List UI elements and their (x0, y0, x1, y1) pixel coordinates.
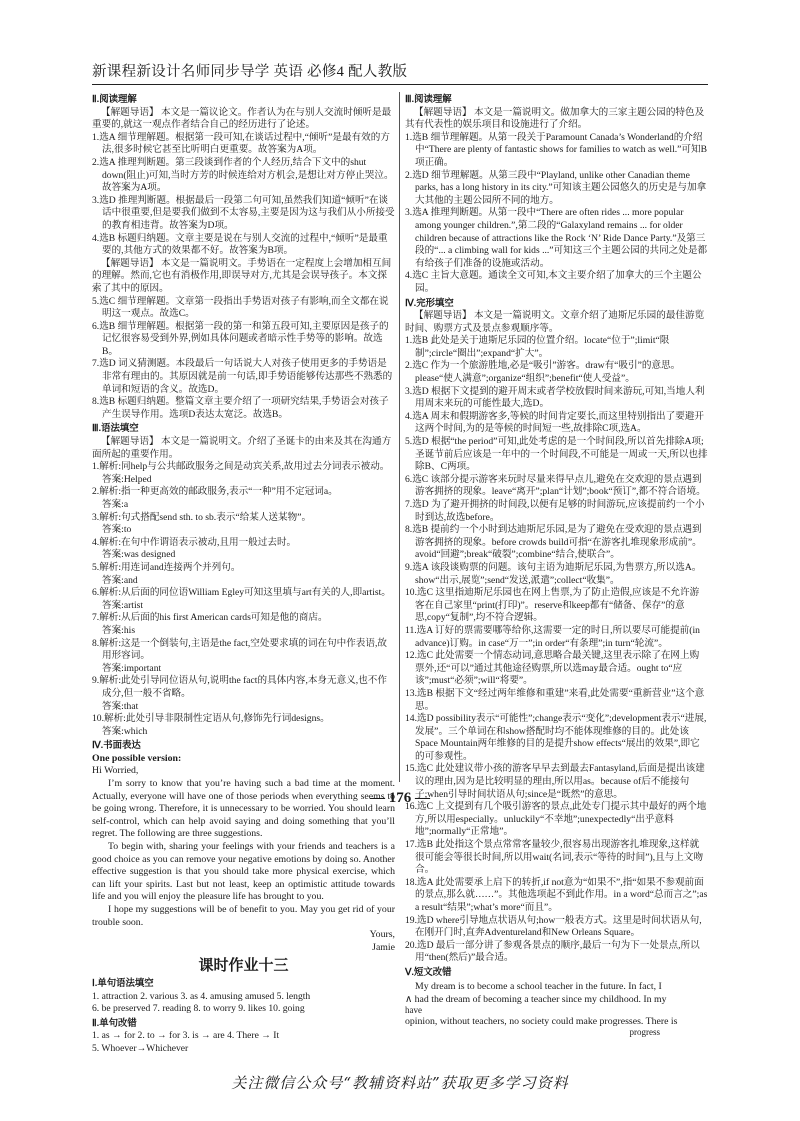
grammar-answer: 答案:Helped (102, 473, 152, 485)
answer-item: 19.选D where引导地点状语从句;how一般表方式。这里是时间状语从句,在刚开门时,直奔Adventureland和New Orleans Square。 (405, 914, 702, 939)
answer-row: 5. Whoever→Whichever (92, 1042, 189, 1054)
essay-paragraph: To begin with, sharing your feelings with your friends and teachers is a good choice as you can remove your negative emotions by doing so. Another effective suggestion is that you should take more physical exercise, which can lift your spirits. Last but not least, keep an optimistic attitude towards life and you will enjoy the pleasure life has brought to you. (92, 841, 395, 903)
grammar-explanation: 3.解析:句式搭配send sth. to sb.表示“给某人送某物”。 (92, 511, 312, 523)
essay-paragraph: I’m sorry to know that you’re having such a bad time at the moment. Actually, everyone will have one of those periods when everything seems to be going wrong. Therefore, it is unnecessary to be worried. You should learn self-control, which can help avoid saying and doing something that you’ll regret. The following are three suggestions. (92, 778, 395, 840)
section-reading-title: Ⅱ.阅读理解 (92, 93, 137, 104)
grammar-explanation: 7.解析:从后面的his first American cards可知是他的商店。 (92, 612, 328, 624)
answer-list (405, 132, 708, 296)
grammar-list (92, 461, 395, 738)
answer-item: 5.选D 根据“the period”可知,此处考虑的是一个时间段,所以首先排除A项;圣诞节前后应该是一年中的一个时间段,不可能是一周或一天,所以也排除B、C两项。 (405, 436, 708, 473)
answer-item: 10.选C 这里指迪斯尼乐园也在网上售票,为了防止造假,应该是不允许游客在自己家里“print(打印)”。reserve和keep都有“储备、保存”的意思,copy“复制”,均不符合逻辑。 (405, 587, 700, 624)
answer-item: 2.选D 细节理解题。从第三段中“Playland, unlike other Canadian theme parks, has a long history in its city.”可知该主题公园悠久的历史是与加拿大其他的主题公园所不同的地方。 (405, 169, 707, 206)
answer-item: 1.选A 细节理解题。根据第一段可知,在谈话过程中,“倾听”是最有效的方法,很多时候它甚至比听明白更重要。故答案为A项。 (92, 131, 390, 156)
grammar-explanation: 10.解析:此处引导非限制性定语从句,修饰先行词designs。 (92, 713, 330, 725)
answer-item: 1.选B 此处是关于迪斯尼乐园的位置介绍。locate“位于”;limit“限制”;circle“圈出”;expand“扩大”。 (405, 335, 670, 359)
section-cloze-title: Ⅳ.完形填空 (405, 296, 454, 308)
guide-text: 【解题导语】 本文是一篇说明文。手势语在一定程度上会增加相互间的理解。然而,它也有消极作用,即误导对方,尤其是会误导孩子。本文探索了其中的原因。 (92, 257, 392, 294)
essay-paragraph: I hope my suggestions will be of benefit to you. May you get rid of your trouble soon. (92, 904, 395, 928)
essay-signature: Jamie (372, 941, 395, 953)
answer-item: 8.选B 标题归纳题。整篇文章主要介绍了一项研究结果,手势语会对孩子产生误导作用。选项D表达太宽泛。故选B。 (92, 396, 389, 420)
answer-item: 20.选D 最后一部分讲了参观各景点的顺序,最后一句为下一处景点,所以用“then(然后)”最合适。 (405, 939, 700, 964)
answer-item: 12.选C 此处需要一个情态动词,意思略合最关键,这里表示除了在网上购票外,还“可以”通过其他途径购票,所以选may最合适。ought to“应该”;must“必须”;will“将要”。 (405, 650, 700, 687)
grammar-explanation: 8.解析:这是一个倒装句,主语是the fact,空处要求填的词在句中作表语,故用形容词。 (92, 637, 387, 662)
grammar-answer: 答案:which (102, 725, 148, 737)
grammar-answer: 答案:was designed (102, 549, 176, 561)
grammar-answer: 答案:his (102, 624, 136, 636)
answer-item: 16.选C 上文提到有几个吸引游客的景点,此处专门提示其中最好的两个地方,所以用especially。unluckily“不幸地”;unexpectedly“出乎意料地”;normally“正常地”。 (405, 801, 707, 838)
correction-line: My dream is to become a school teacher in the future. In fact, I (415, 980, 662, 992)
right-column (405, 92, 708, 1037)
answer-item: 6.选C 该部分提示游客来玩时尽量来得早点儿,避免在交欢迎的景点遇到游客拥挤的现象。leave“离开”;plan“计划”;book“预订”,都不符合语境。 (405, 473, 706, 498)
answer-item: 8.选B 提前约一个小时到达迪斯尼乐园,是为了避免在受欢迎的景点遇到游客拥挤的现象。before crowds build可指“在游客扎堆现象形成前”。avoid“回避”;break“破裂”;combine“结合,使联合”。 (405, 524, 702, 561)
corrected-word: progress (629, 1026, 660, 1037)
section-sentence-correction-title: Ⅱ.单句改错 (92, 1016, 137, 1028)
grammar-explanation: 4.解析:在句中作谓语表示被动,且用一般过去时。 (92, 536, 297, 548)
answer-item: 15.选C 此处建议带小孩的游客早早去到最去Fantasyland,后面是提出该建议的理由,因为是比较明显的理由,所以用as。because of后不能接句子;when引导时间状语从句;since是“既然”的意思。 (405, 763, 705, 800)
answer-item: 6.选B 细节理解题。根据第一段的第一和第五段可知,主要原因是孩子的记忆很容易受到外界,例如具体问题或者暗示性手势等的影响。故选B。 (92, 320, 389, 357)
grammar-explanation: 5.解析:用连词and连接两个并列句。 (92, 561, 241, 573)
answer-item: 2.选A 推理判断题。第三段谈到作者的个人经历,结合下文中的shut down(阻止)可知,当时方芳的时候连给对方机会,是想让对方停止哭泣。故答案为A项。 (92, 156, 394, 194)
left-column (92, 92, 395, 1056)
grammar-explanation: 6.解析:从后面的同位语William Egley可知这里填与art有关的人,即artist。 (92, 587, 391, 599)
answer-item: 14.选D possibility表示“可能性”;change表示“变化”;development表示“进展,发展”。三个单词在和show搭配时均不能体现维修的目的。此处该Space Mountain两年维修的目的是提升show effects“展出的效果”,即它的可参观性。 (405, 713, 707, 762)
correction-line: opinion, without teachers, no society could make progresses. There is (405, 1015, 678, 1027)
correction-line-2 (405, 993, 708, 1006)
answer-item: 13.选B 根据下文“经过两年维修和重建”来看,此处需要“重新营业”这个意思。 (405, 687, 705, 712)
section-correction-title: Ⅴ.短文改错 (405, 965, 452, 977)
guide-text: 【解题导语】 本文是一篇议论文。作者认为在与别人交流时倾听是最重要的,就这一观点作者结合自己的经历进行了论述。 (92, 106, 392, 131)
section-grammar-title: Ⅲ.语法填空 (92, 422, 139, 434)
grammar-answer: 答案:that (102, 700, 139, 712)
answer-item: 1.选B 细节理解题。从第一段关于Paramount Canada’s Wonderland的介绍中“There are plenty of fantastic shows for families to watch as well.”可知B项正确。 (405, 131, 707, 168)
section-writing-title: Ⅳ.书面表达 (92, 739, 141, 751)
page-number: — 176 — (370, 790, 430, 806)
grammar-explanation: 2.解析:指一种更高效的邮政服务,表示“一种”用不定冠词a。 (92, 486, 338, 498)
answer-item: 7.选D 为了避开拥挤的时间段,以便有足够的时间游玩,应该提前约一个小时到达,故选before。 (405, 499, 705, 523)
column-divider (399, 92, 400, 782)
answer-item: 18.选A 此处需要承上启下的转折,if not意为“如果不”,指“如果不参观前面的景点,那么就……”。其他选项起不到此作用。in a word“总而言之”;as a result“结果”;what’s more“而且”。 (405, 876, 708, 913)
grammar-answer: 答案:a (102, 499, 129, 510)
answer-item: 3.选A 推理判断题。从第一段中“There are often rides ... more popular among younger children.”,第二段的“Galaxyland remains ... for older children because of attractions like the Rock ‘N’ Ride Dance Party.”及第三段的“... a climbing wall for kids ...”可知这三个主题公园的共同之处是都有给孩子们准备的设施或活动。 (405, 207, 708, 269)
inserted-word: have (405, 1004, 422, 1015)
answer-item: 7.选D 词义猜测题。本段最后一句话说大人对孩子使用更多的手势语是非常有理由的。其原因就是前一句话,即手势语能够传达那些不熟悉的单词和短语的含义。故选D。 (92, 358, 393, 395)
answer-item: 3.选D 根据下文提到的避开周末或者学校放假时间来游玩,可知,当地人利用周末来玩的可能性最大,选D。 (405, 385, 705, 410)
answer-item: 11.选A 订好的票需要哪等给你,这需要一定的时日,所以要尽可能提前(in advance)订购。in case“万一”;in order“有条理”;in turn“轮流”。 (405, 624, 700, 649)
answer-item: 5.选C 细节理解题。文章第一段指出手势语对孩子有影响,而全文都在说明这一观点。故选C。 (92, 295, 389, 320)
grammar-answer: 答案:artist (102, 599, 144, 611)
answer-item: 2.选C 作为一个旅游胜地,必是“吸引”游客。draw有“吸引”的意思。please“使人满意”;organize“组织”;benefit“使人受益”。 (405, 360, 681, 385)
answer-item: 4.选B 标题归纳题。文章主要是说在与别人交流的过程中,“倾听”是最重要的,其他方式的效果都不好。故答案为B项。 (92, 232, 388, 257)
answer-row: 6. be preserved 7. reading 8. to worry 9. likes 10. going (92, 1003, 305, 1015)
answer-list (92, 296, 395, 422)
lesson-title: 课时作业十三 (198, 957, 289, 975)
guide-text: 【解题导语】 本文是一篇说明文。介绍了圣诞卡的由来及其在沟通方面所起的重要作用。 (92, 436, 392, 460)
answer-item: 3.选D 推理判断题。根据最后一段第二句可知,虽然我们知道“倾听”在谈话中很重要,但是要我们做到不太容易,主要是因为这与我们从小所接受的教育相违背。故答案为D项。 (92, 194, 395, 231)
answer-item: 17.选B 此处指这个景点常常客量较少,很容易出现游客扎堆现象,这样就很可能会等很长时间,所以用wait(名词,表示“等待的时间”),且与上文吻合。 (405, 839, 704, 876)
header-title: 新课程新设计名师同步导学 英语 必修4 配人教版 (92, 64, 408, 80)
guide-text: 【解题导语】 本文是一篇说明文。文章介绍了迪斯尼乐园的最佳游览时间、购票方式及景点参观顺序等。 (405, 310, 705, 334)
section-reading-title: Ⅲ.阅读理解 (405, 93, 452, 104)
answer-row: 1. as → for 2. to → for 3. is → are 4. There → It (92, 1030, 280, 1042)
essay-greeting: Hi Worried, (92, 765, 139, 777)
answer-row: 1. attraction 2. various 3. as 4. amusing amused 5. length (92, 990, 311, 1002)
cloze-answer-list (405, 335, 708, 965)
footer-note: 关注微信公众号“教辅资料站”获取更多学习资料 (231, 1074, 569, 1092)
guide-text: 【解题导语】 本文是一篇说明文。做加拿大的三家主题公园的特色及其有代表性的娱乐项目和设施进行了介绍。 (405, 106, 705, 131)
grammar-explanation: 9.解析:此处引导同位语从句,说明the fact的具体内容,本身无意义,也不作成分,但一般不省略。 (92, 675, 387, 699)
answer-item: 4.选A 周末和假期游客多,等候的时间肯定要长,而这里特别指出了要避开这两个时间,为的是等候的时间短一些,故排除C项,选A。 (405, 410, 705, 435)
grammar-answer: 答案:to (102, 524, 132, 536)
grammar-answer: 答案:important (102, 662, 162, 674)
grammar-explanation: 1.解析:同help与公共邮政服务之间是动宾关系,故用过去分词表示被动。 (92, 461, 390, 473)
section-sentence-grammar-title: Ⅰ.单句语法填空 (92, 976, 154, 988)
page-header (92, 58, 708, 85)
answer-item: 4.选C 主旨大意题。通读全文可知,本文主要介绍了加拿大的三个主题公园。 (405, 270, 702, 294)
correction-text: had the dream of becoming a teacher since my childhood. In my (414, 993, 667, 1005)
answer-list (92, 132, 395, 258)
essay-closing: Yours, (369, 929, 395, 941)
grammar-answer: 答案:and (102, 574, 138, 586)
insert-caret-mark: ∧ (405, 993, 413, 1005)
essay-heading: One possible version: (92, 752, 182, 764)
answer-item: 9.选A 该段谈购票的问题。该句主语为迪斯尼乐园,为售票方,所以选A。show“出示,展览”;send“发送,派遣”;collect“收集”。 (405, 561, 702, 586)
